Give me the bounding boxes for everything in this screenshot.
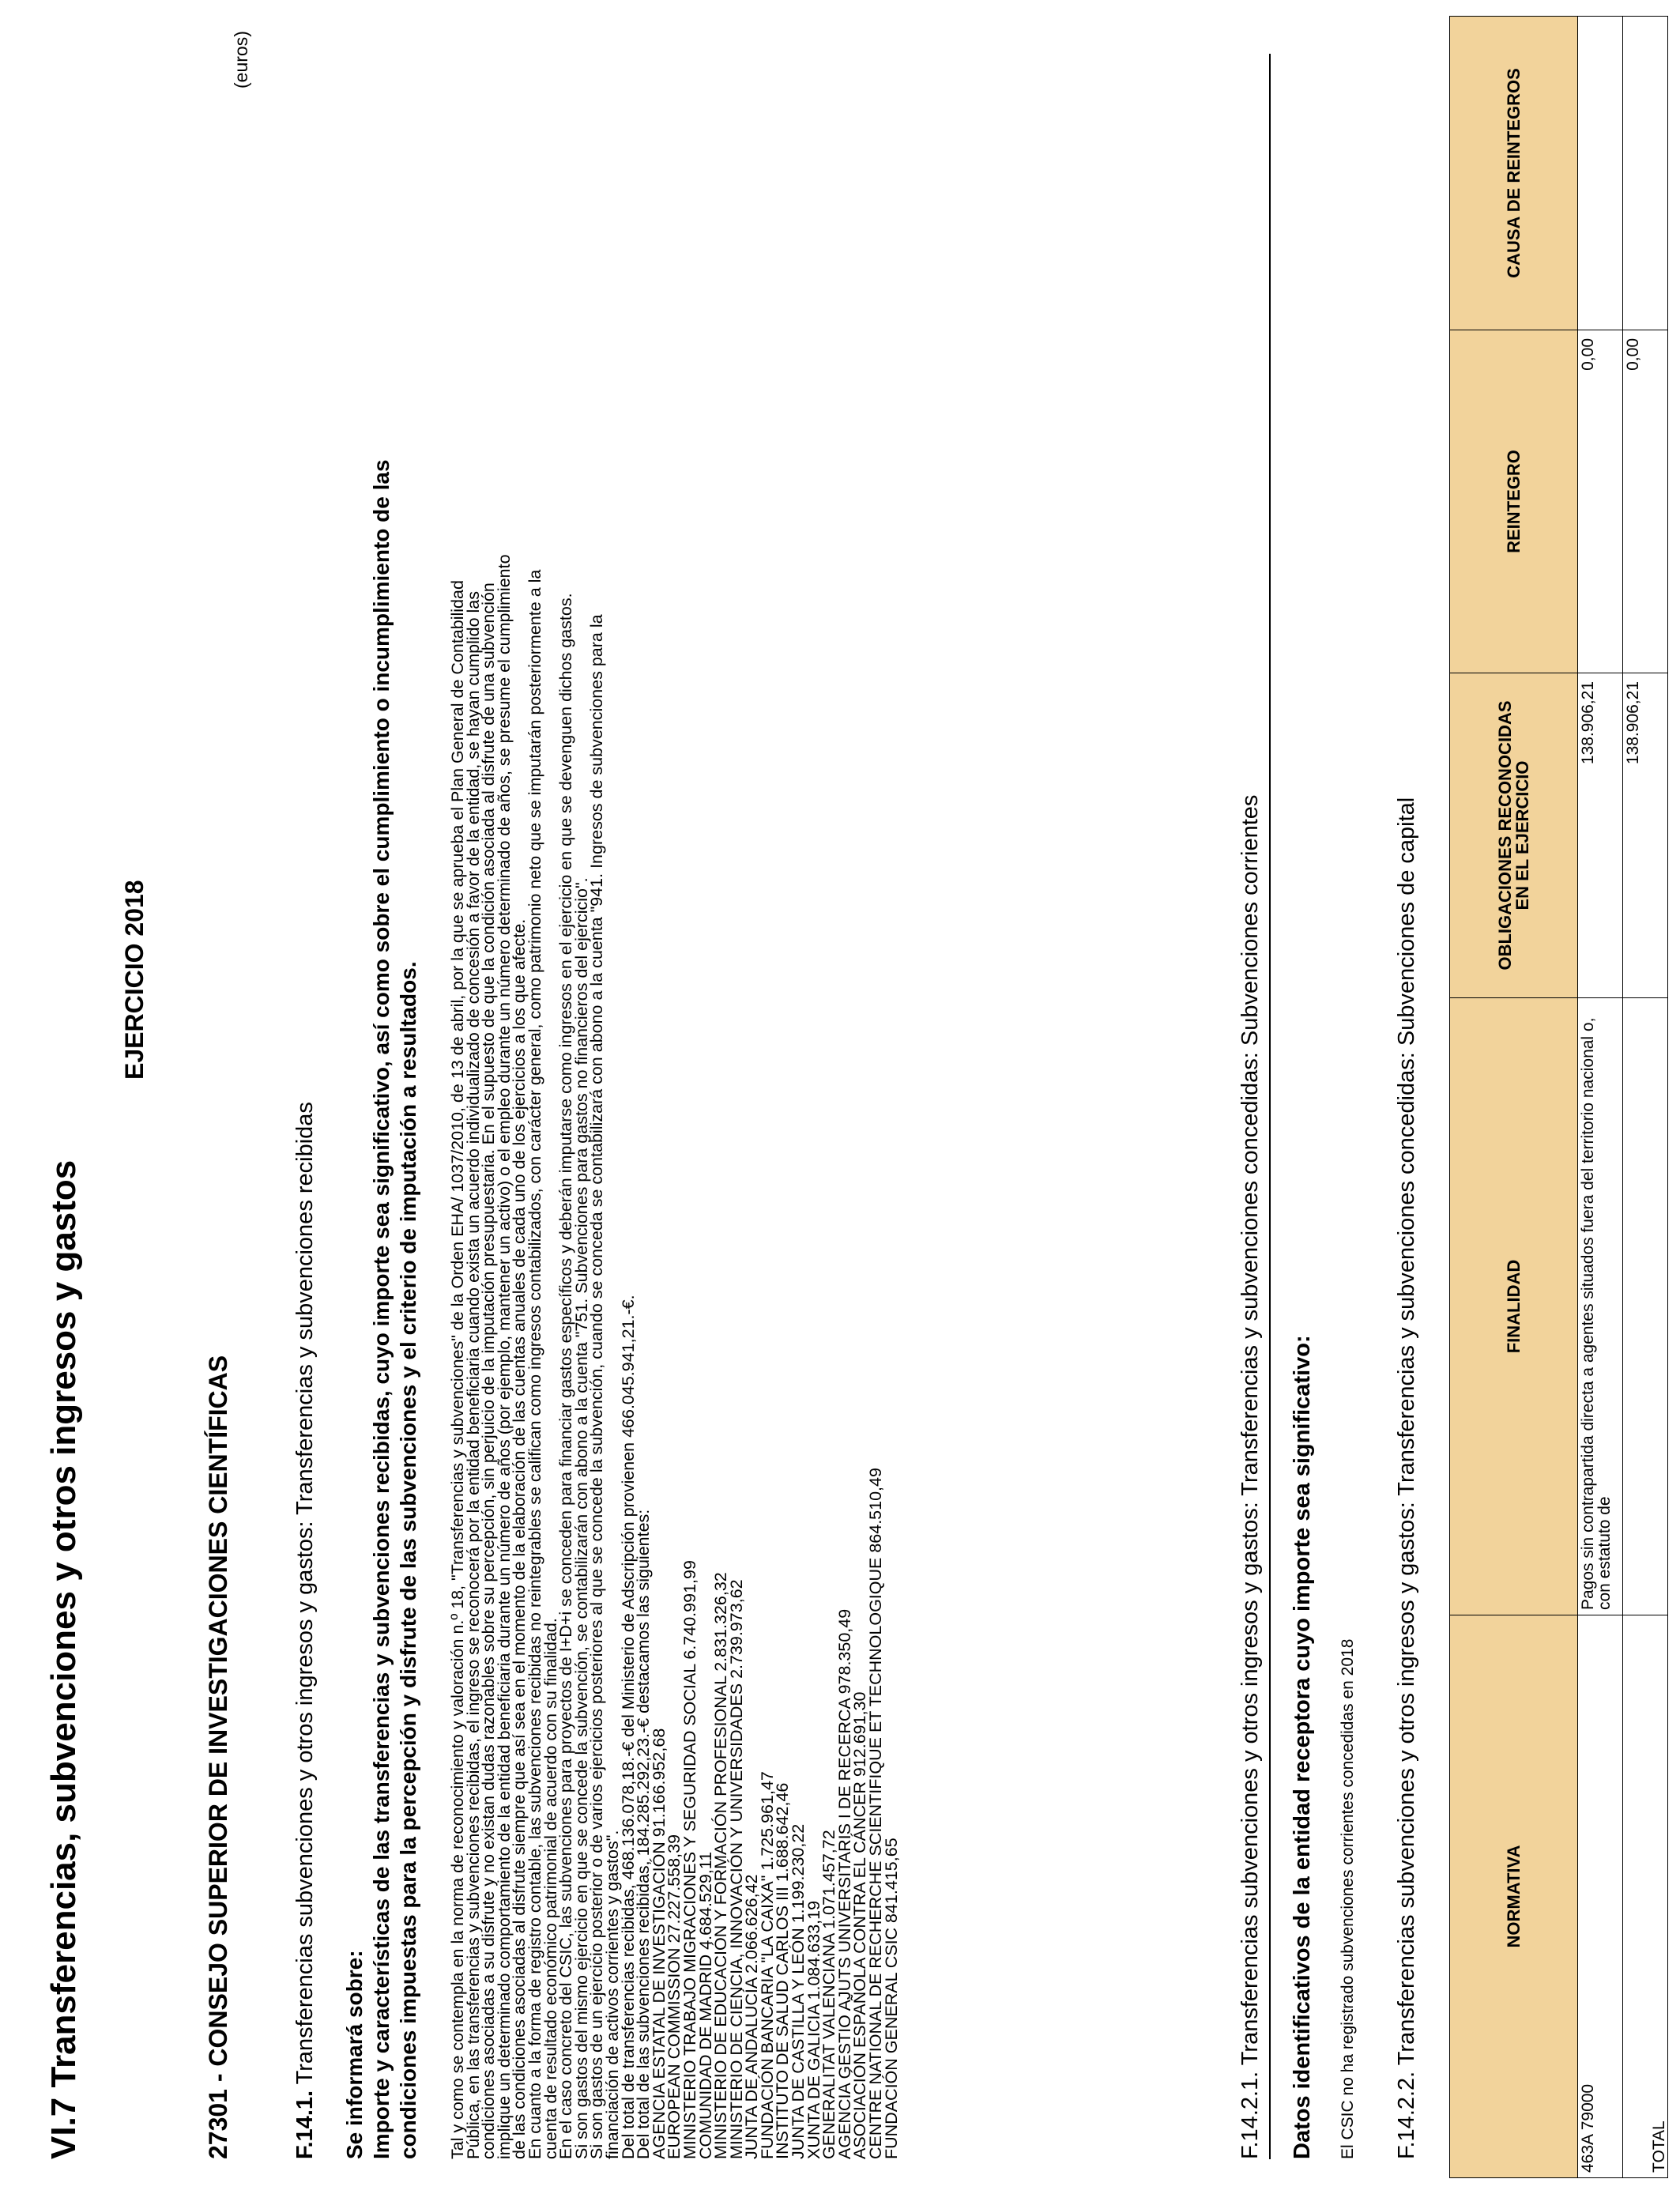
body-line: Del total de transferencias recibidas, 468.136.078,18.-€ del Ministerio de Adscripción provienen 466.045.941,21.-€. <box>618 1295 638 2159</box>
f141-body <box>450 554 899 2159</box>
informara-label: Se informará sobre: <box>342 1950 367 2159</box>
table-header-row <box>1450 17 1578 2178</box>
body-line: AGENCIA ESTATAL DE INVESTIGACIÓN 91.166.952,68 <box>649 1728 669 2159</box>
total-causa <box>1623 17 1668 330</box>
col-reintegro: REINTEGRO <box>1450 330 1578 673</box>
body-line: INSTITUTO DE SALUD CARLOS III 1.688.642,46 <box>773 1782 793 2159</box>
body-line: implique un determinado comportamiento de la entidad beneficiaria durante un número de años (por ejemplo, mantener un activo) o el empleo durante un número determinado de años, se presume el cumplimiento <box>494 554 514 2159</box>
bold-line-1: Importe y características de las transferencias y subvenciones recibidas, cuyo importe sea significativo, así como sobre el cumplimiento o incumplimiento de las <box>369 459 394 2159</box>
body-line: En cuanto a la forma de registro contable, las subvenciones recibidas no reintegrables se califican como ingresos contabilizados, con carácter general, como patrimonio neto que se imputarán posteriormente a la <box>525 569 544 2159</box>
total-label: TOTAL <box>1623 1615 1668 2178</box>
body-line: XUNTA DE GALICIA 1.084.633,19 <box>804 1900 823 2159</box>
body-line: MINISTERIO TRABAJO MIGRACIONES Y SEGURIDAD SOCIAL 6.740.991,99 <box>680 1560 699 2159</box>
body-line: COMUNIDAD DE MADRID 4.684.529,11 <box>695 1851 715 2159</box>
body-line: Si son gastos del mismo ejercicio en que se concede la subvención, se contabilizarán con abono a la cuenta "751. Subvenciones para gastos no financieros del ejercicio". <box>571 877 591 2159</box>
body-line: cuenta de resultado económico patrimonial de acuerdo con su finalidad. <box>541 1618 560 2159</box>
f1422-heading: F.14.2.2. Transferencias subvenciones y otros ingresos y gastos: Transferencias y subvenciones concedidas: Subvenciones de capital <box>1394 797 1419 2159</box>
body-line: JUNTA DE CASTILLA Y LEÓN 1.199.230,22 <box>789 1823 808 2159</box>
body-line: AGENCIA GESTIO AJUTS UNIVERSITARIS I DE RECERCA 978.350,49 <box>834 1608 854 2159</box>
total-obligaciones: 138.906,21 <box>1623 673 1668 998</box>
f1421-note: El CSIC no ha registrado subvenciones corrientes concedidas en 2018 <box>1339 1638 1357 2159</box>
body-line: FUNDACIÓN BANCARIA "LA CAIXA" 1.725.961,47 <box>757 1771 777 2159</box>
body-line: Tal y como se contempla en la norma de reconocimiento y valoración n.º 18, "Transferencias y subvenciones" de la Orden EHA/ 1037/2010, de 13 de abril, por la que se aprueba el Plan General de Contabilidad <box>448 580 467 2159</box>
col-normativa: NORMATIVA <box>1450 1615 1578 2178</box>
body-line: Si son gastos de un ejercicio posterior o de varios ejercicios posteriores al que se concede la subvención, cuando se conceda se contabilizará con abono a la cuenta "941. Ingresos de subvenciones para la <box>587 614 607 2159</box>
f1421-subheading: Datos identificativos de la entidad receptora cuyo importe sea significativo: <box>1290 1335 1315 2159</box>
body-line: Del total de las subvenciones recibidas, 184.285.292,23.-€ destacamos las siguientes: <box>634 1509 654 2159</box>
body-line: Pública, en las transferencias y subvenciones recibidas, el ingreso se reconocerá por la entidad beneficiaria cuando exista un acuerdo individualizado de concesión a favor de la entidad, se hayan cumplido las <box>463 591 483 2159</box>
body-line: de las condiciones asociadas al disfrute siempre que así sea en el momento de la elaboración de las cuentas anuales de cada uno de los ejercicios a los que afecte. <box>510 918 529 2159</box>
table-total-row <box>1623 17 1668 2178</box>
cell-causa <box>1578 17 1623 330</box>
body-line: ASOCIACIÓN ESPAÑOLA CONTRA EL CÁNCER 912.691,30 <box>850 1691 870 2159</box>
body-line: JUNTA DE ANDALUCÍA 2.066.626,42 <box>742 1874 762 2159</box>
col-obligaciones: OBLIGACIONES RECONOCIDAS EN EL EJERCICIO <box>1450 673 1578 998</box>
body-line: condiciones asociadas a su disfrute y no existan dudas razonables sobre su percepción, sin perjuicio de la imputación presupuestaria. En el supuesto de que la condición asociada al disfrute de una subvención <box>479 582 499 2159</box>
body-line: EUROPEAN COMMISSION 27.227.558,39 <box>665 1834 684 2159</box>
cell-obligaciones: 138.906,21 <box>1578 673 1623 998</box>
f141-heading: F.14.1. Transferencias subvenciones y otros ingresos y gastos: Transferencias y subvenciones recibidas <box>292 1102 318 2159</box>
f141-heading-visible: Transferencias subvenciones y otros ingresos y gastos: Transferencias y subvenciones recibidas <box>292 1102 318 2085</box>
capital-subsidies-table <box>1449 16 1668 2178</box>
body-line: MINISTERIO DE EDUCACIÓN Y FORMACIÓN PROFESIONAL 2.831.326,32 <box>711 1572 731 2159</box>
table-row <box>1578 17 1623 2178</box>
body-line: GENERALITAT VALENCIANA 1.071.457,72 <box>819 1830 839 2159</box>
total-reintegro: 0,00 <box>1623 330 1668 673</box>
body-line: En el caso concreto del CSIC, las subvenciones para proyectos de I+D+i se conceden para financiar gastos específicos y deberán imputarse como ingresos en el ejercicio en que se devenguen dichos gastos. <box>556 593 576 2159</box>
section-divider <box>1269 54 1271 2159</box>
page-title: VI.7 Transferencias, subvenciones y otros ingresos y gastos <box>44 1159 83 2159</box>
entity-name: 27301 - CONSEJO SUPERIOR DE INVESTIGACIONES CIENTÍFICAS <box>204 1355 232 2159</box>
bold-line-2: condiciones impuestas para la percepción y disfrute de las subvenciones y el criterio de imputación a resultados. <box>396 961 420 2159</box>
f1421-heading: F.14.2.1. Transferencias subvenciones y otros ingresos y gastos: Transferencias y subvenciones concedidas: Subvenciones corrientes <box>1237 794 1263 2159</box>
col-causa: CAUSA DE REINTEGROS <box>1450 17 1578 330</box>
cell-finalidad: Pagos sin contrapartida directa a agentes situados fuera del territorio nacional o, con estatuto de <box>1578 998 1623 1615</box>
total-finalidad <box>1623 998 1668 1615</box>
cell-normativa: 463A 79000 <box>1578 1615 1623 2178</box>
col-finalidad: FINALIDAD <box>1450 998 1578 1615</box>
body-line: FUNDACIÓN GENERAL CSIC 841.415,65 <box>881 1838 901 2159</box>
currency-unit: (euros) <box>231 31 251 89</box>
body-line: MINISTERIO DE CIENCIA, INNOVACIÓN Y UNIVERSIDADES 2.739.973,62 <box>726 1579 746 2159</box>
exercise-year: EJERCICIO 2018 <box>120 880 149 1080</box>
body-line: financiación de activos corrientes y gastos". <box>602 1830 622 2159</box>
cell-reintegro: 0,00 <box>1578 330 1623 673</box>
body-line: CENTRE NATIONAL DE RECHERCHE SCIENTIFIQUE ET TECHNOLOGIQUE 864.510,49 <box>866 1468 886 2159</box>
